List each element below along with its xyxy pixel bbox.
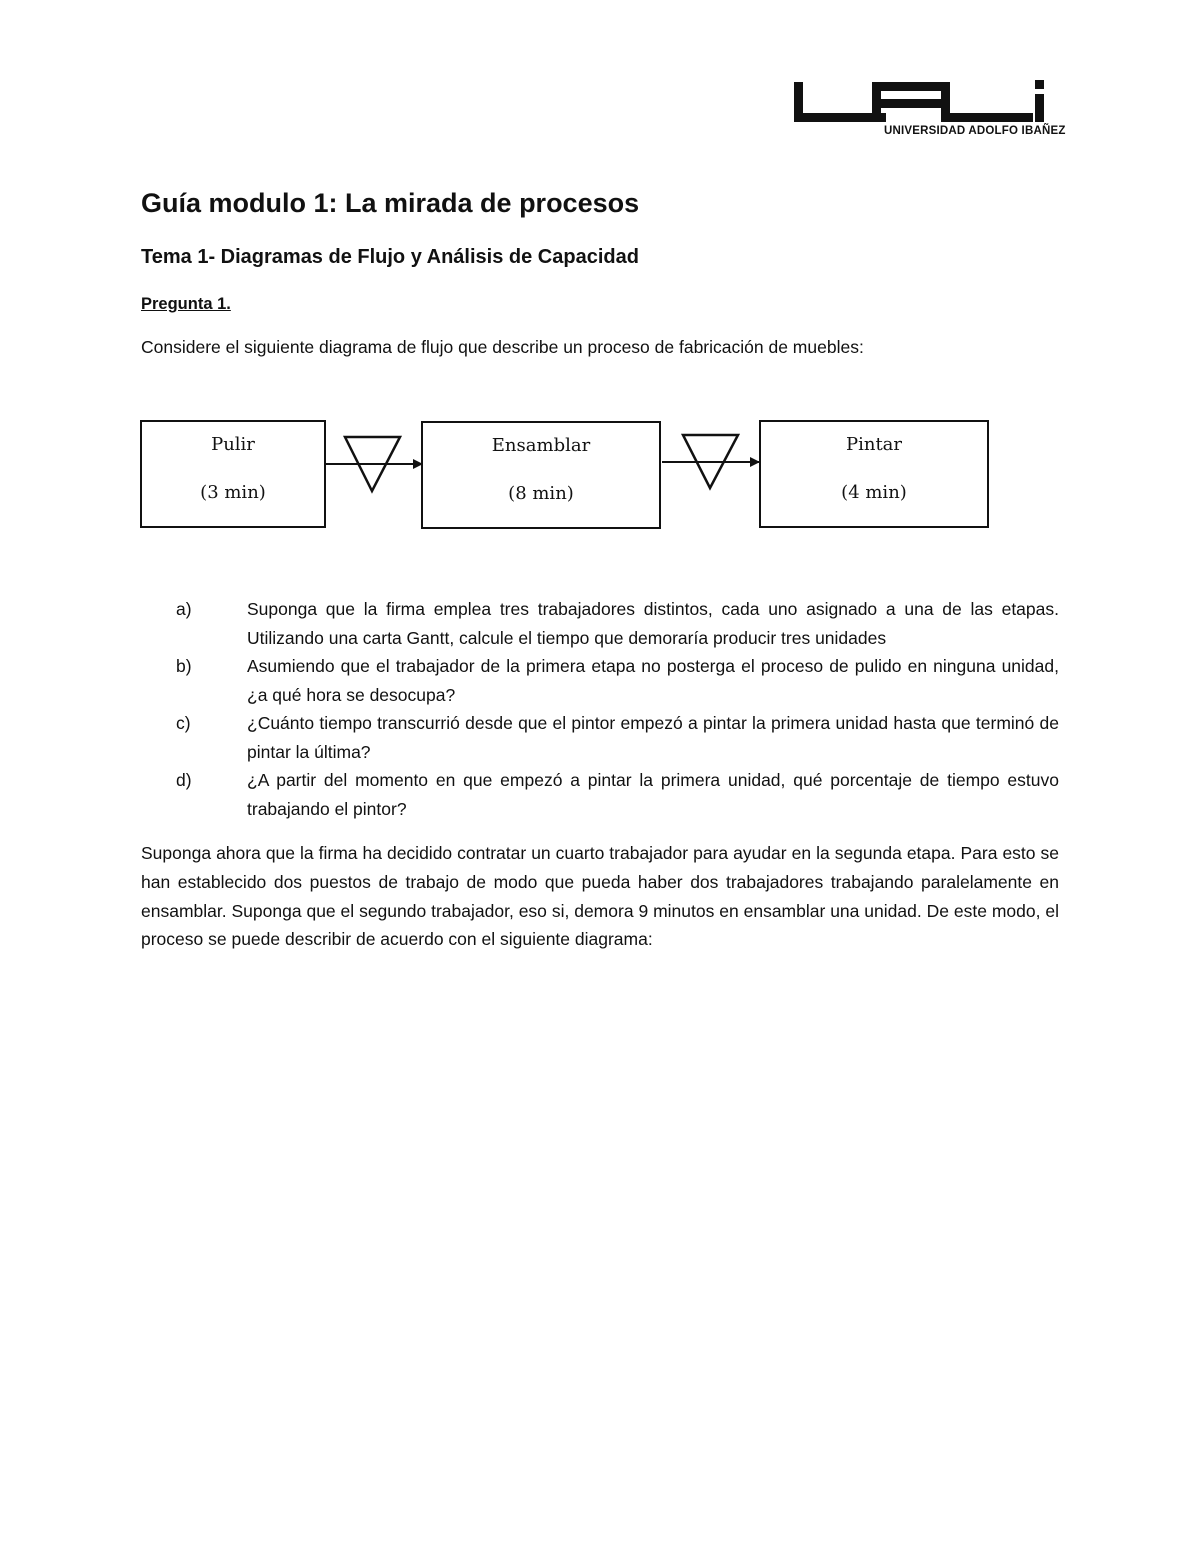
step-box-pintar [759,420,989,528]
step-name: Pulir [211,434,255,455]
step-name: Ensamblar [491,435,591,456]
step-time: (8 min) [508,483,574,504]
intro-text: Considere el siguiente diagrama de flujo que describe un proceso de fabricación de muebles: [141,337,864,357]
list-item [141,766,1059,823]
step-time: (4 min) [841,482,907,503]
list-item [141,709,1059,766]
university-logo [792,78,1066,142]
step-time: (3 min) [200,482,266,503]
list-item-label: b) [176,656,192,676]
list-item-label: a) [176,599,192,619]
list-item-text: Suponga que la firma emplea tres trabajadores distintos, cada uno asignado a una de las etapas. Utilizando una carta Gantt, calcule el tiempo que demoraría producir tres unidades [247,599,1059,648]
list-item-text: Asumiendo que el trabajador de la primera etapa no posterga el proceso de pulido en ninguna unidad, ¿a qué hora se desocupa? [247,656,1059,705]
body-paragraph: Suponga ahora que la firma ha decidido contratar un cuarto trabajador para ayudar en la segunda etapa. Para esto se han establecido dos puestos de trabajo de modo que pueda haber dos trabajadores trabajando paralelamente en ensamblar. Suponga que el segundo trabajador, eso si, demora 9 minutos en ensamblar una unidad. De este modo, el proceso se puede describir de acuerdo con el siguiente diagrama: [141,843,1059,950]
list-item-label: c) [176,713,191,733]
logo-text: UNIVERSIDAD ADOLFO IBAÑEZ [884,125,1066,137]
list-item-text: ¿A partir del momento en que empezó a pintar la primera unidad, qué porcentaje de tiempo estuvo trabajando el pintor? [247,770,1059,819]
page-title: Guía modulo 1: La mirada de procesos [141,188,640,218]
list-item-text: ¿Cuánto tiempo transcurrió desde que el pintor empezó a pintar la primera unidad hasta que terminó de pintar la última? [247,713,1059,762]
step-box-ensamblar [421,421,661,529]
step-name: Pintar [845,434,903,455]
question-list [141,595,1059,823]
list-item [141,652,1059,709]
step-box-pulir [140,420,326,528]
question-label: Pregunta 1. [141,295,231,313]
uai-logo-icon [792,78,1050,124]
list-item-label: d) [176,770,192,790]
list-item [141,595,1059,652]
section-subtitle: Tema 1- Diagramas de Flujo y Análisis de Capacidad [141,246,639,268]
process-flow-diagram [138,417,994,533]
